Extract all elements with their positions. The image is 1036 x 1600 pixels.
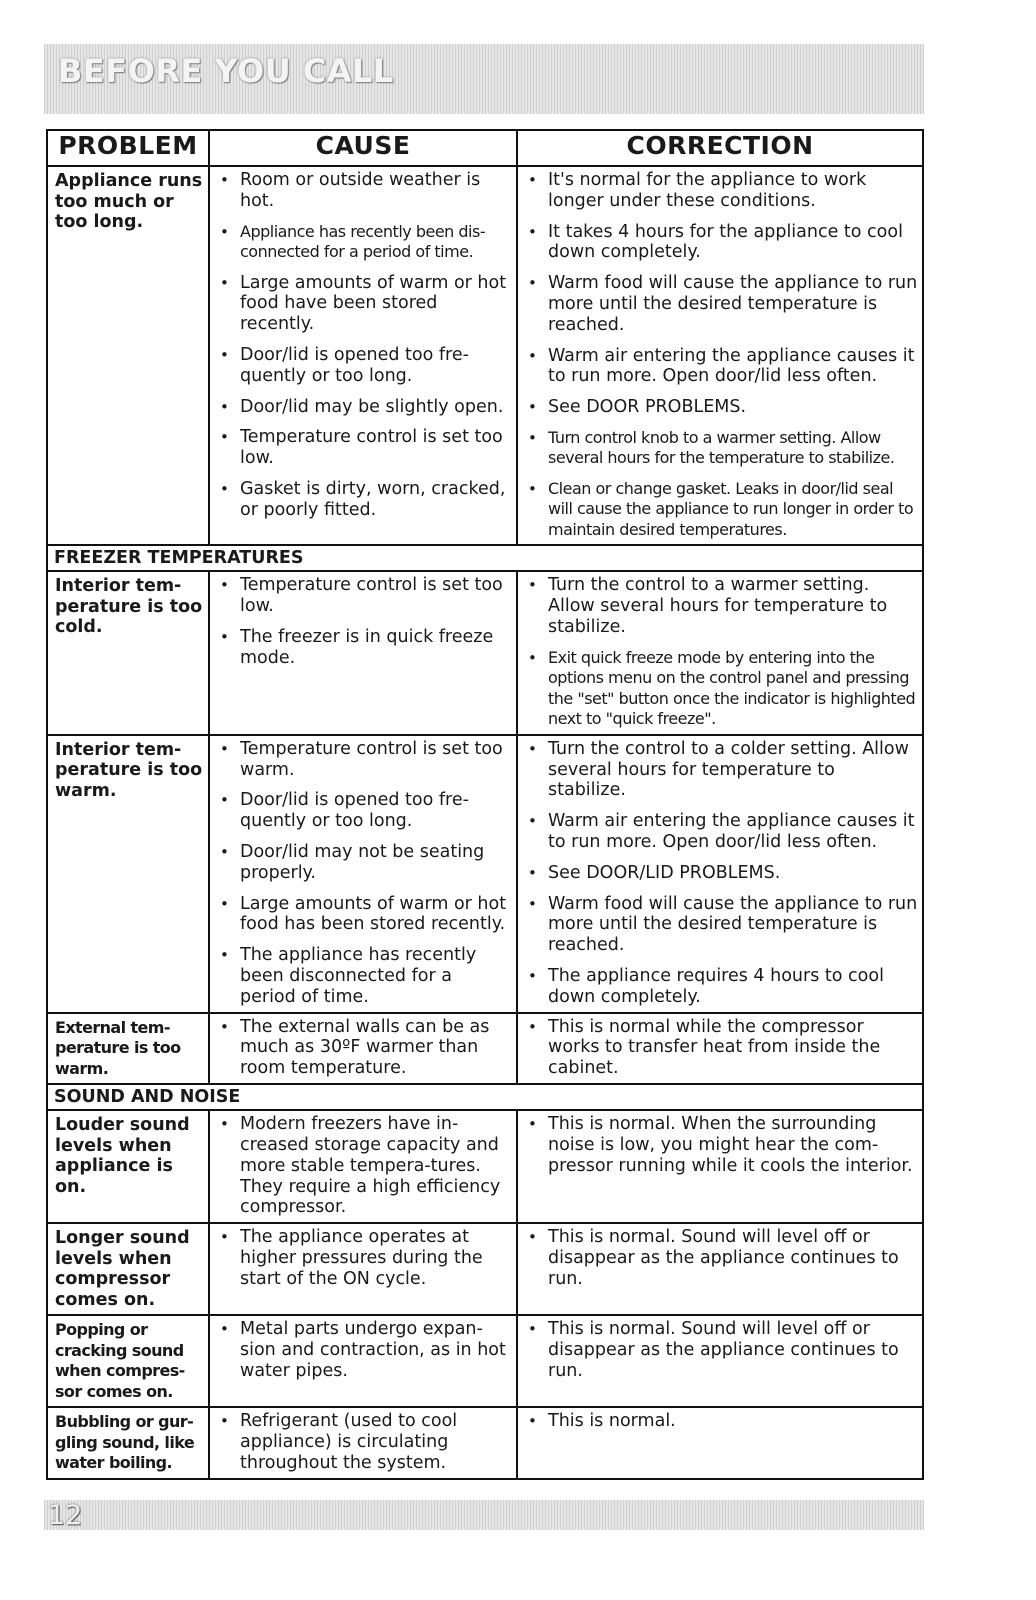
cause-item: • Door/lid may not be seating properly. bbox=[220, 842, 512, 884]
cause-item: • Gasket is dirty, worn, cracked, or poorly fitted. bbox=[220, 479, 512, 521]
correction-cell bbox=[517, 1223, 923, 1315]
correction-cell bbox=[517, 166, 923, 545]
correction-cell bbox=[517, 1407, 923, 1479]
cause-item: • The appliance operates at higher pressures during the start of the ON cycle. bbox=[220, 1227, 512, 1289]
problem-cell: Bubbling or gur-gling sound, like water boiling. bbox=[47, 1407, 209, 1479]
correction-item: • Turn control knob to a warmer setting. Allow several hours for the temperature to stabilize. bbox=[528, 428, 918, 469]
problem-cell: Appliance runs too much or too long. bbox=[47, 166, 209, 545]
correction-item: • Warm air entering the appliance causes it to run more. Open door/lid less often. bbox=[528, 811, 918, 853]
cause-item: • Large amounts of warm or hot food have been stored recently. bbox=[220, 273, 512, 335]
correction-cell bbox=[517, 571, 923, 734]
page-number: 12 bbox=[48, 1500, 83, 1531]
cause-item: • Door/lid may be slightly open. bbox=[220, 397, 512, 418]
correction-item: • Warm food will cause the appliance to run more until the desired temperature is reached. bbox=[528, 894, 918, 956]
cause-cell bbox=[209, 166, 517, 545]
cause-cell bbox=[209, 1315, 517, 1407]
cause-cell bbox=[209, 1110, 517, 1223]
table-row bbox=[47, 1223, 923, 1315]
cause-item: • Door/lid is opened too fre-quently or too long. bbox=[220, 345, 512, 387]
table-row bbox=[47, 1407, 923, 1479]
problem-header: PROBLEM bbox=[47, 130, 209, 166]
table-row bbox=[47, 1315, 923, 1407]
problem-cell: Interior tem-perature is too cold. bbox=[47, 571, 209, 734]
correction-item: • It takes 4 hours for the appliance to cool down completely. bbox=[528, 222, 918, 264]
table-row bbox=[47, 1013, 923, 1085]
correction-item: • Exit quick freeze mode by entering into the options menu on the control panel and pressing the "set" button once the indicator is highlighted next to "quick freeze". bbox=[528, 648, 918, 730]
cause-cell bbox=[209, 571, 517, 734]
cause-item: • Temperature control is set too low. bbox=[220, 575, 512, 617]
correction-item: • Warm food will cause the appliance to run more until the desired temperature is reached. bbox=[528, 273, 918, 335]
cause-item: • Room or outside weather is hot. bbox=[220, 170, 512, 212]
table-row bbox=[47, 735, 923, 1013]
correction-cell bbox=[517, 1110, 923, 1223]
correction-item: • This is normal. Sound will level off or disappear as the appliance continues to run. bbox=[528, 1227, 918, 1289]
table-row bbox=[47, 166, 923, 545]
problem-cell: Louder sound levels when appliance is on. bbox=[47, 1110, 209, 1223]
correction-item: • Turn the control to a warmer setting. Allow several hours for temperature to stabilize. bbox=[528, 575, 918, 637]
section-heading: SOUND AND NOISE bbox=[47, 1084, 923, 1110]
section-row bbox=[47, 1084, 923, 1110]
cause-item: • Temperature control is set too warm. bbox=[220, 739, 512, 781]
table-row bbox=[47, 571, 923, 734]
correction-item: • The appliance requires 4 hours to cool down completely. bbox=[528, 966, 918, 1008]
cause-item: • Temperature control is set too low. bbox=[220, 427, 512, 469]
cause-item: • The freezer is in quick freeze mode. bbox=[220, 627, 512, 669]
cause-item: • Large amounts of warm or hot food has been stored recently. bbox=[220, 894, 512, 936]
problem-cell: External tem-perature is too warm. bbox=[47, 1013, 209, 1085]
correction-item: • Warm air entering the appliance causes it to run more. Open door/lid less often. bbox=[528, 346, 918, 388]
page-footer bbox=[44, 1500, 924, 1530]
cause-item: • Refrigerant (used to cool appliance) is circulating throughout the system. bbox=[220, 1411, 512, 1473]
table-row bbox=[47, 1110, 923, 1223]
cause-item: • Appliance has recently been dis-connected for a period of time. bbox=[220, 222, 512, 263]
section-row bbox=[47, 545, 923, 571]
correction-header: CORRECTION bbox=[517, 130, 923, 166]
troubleshooting-table bbox=[46, 129, 924, 1480]
correction-item: • This is normal while the compressor works to transfer heat from inside the cabinet. bbox=[528, 1017, 918, 1079]
cause-cell bbox=[209, 1407, 517, 1479]
correction-item: • This is normal. When the surrounding noise is low, you might hear the com-pressor running while it cools the interior. bbox=[528, 1114, 918, 1176]
cause-item: • Door/lid is opened too fre-quently or too long. bbox=[220, 790, 512, 832]
correction-item: • Turn the control to a colder setting. Allow several hours for temperature to stabilize. bbox=[528, 739, 918, 801]
correction-item: • It's normal for the appliance to work longer under these conditions. bbox=[528, 170, 918, 212]
cause-cell bbox=[209, 1223, 517, 1315]
header-row bbox=[47, 130, 923, 166]
correction-item: • See DOOR PROBLEMS. bbox=[528, 397, 918, 418]
correction-item: • Clean or change gasket. Leaks in door/lid seal will cause the appliance to run longer in order to maintain desired temperatures. bbox=[528, 479, 918, 541]
correction-cell bbox=[517, 1013, 923, 1085]
correction-item: • This is normal. bbox=[528, 1411, 918, 1432]
cause-item: • Modern freezers have in-creased storage capacity and more stable tempera-tures. They require a high efficiency compressor. bbox=[220, 1114, 512, 1218]
problem-cell: Longer sound levels when compressor comes on. bbox=[47, 1223, 209, 1315]
cause-item: • The appliance has recently been disconnected for a period of time. bbox=[220, 945, 512, 1007]
correction-cell bbox=[517, 1315, 923, 1407]
problem-cell: Popping or cracking sound when compres-sor comes on. bbox=[47, 1315, 209, 1407]
cause-item: • Metal parts undergo expan-sion and contraction, as in hot water pipes. bbox=[220, 1319, 512, 1381]
correction-cell bbox=[517, 735, 923, 1013]
cause-header: CAUSE bbox=[209, 130, 517, 166]
banner-title: BEFORE YOU CALL bbox=[58, 52, 394, 90]
correction-item: • This is normal. Sound will level off or disappear as the appliance continues to run. bbox=[528, 1319, 918, 1381]
cause-item: • The external walls can be as much as 30ºF warmer than room temperature. bbox=[220, 1017, 512, 1079]
correction-item: • See DOOR/LID PROBLEMS. bbox=[528, 863, 918, 884]
section-banner bbox=[44, 44, 924, 114]
problem-cell: Interior tem-perature is too warm. bbox=[47, 735, 209, 1013]
section-heading: FREEZER TEMPERATURES bbox=[47, 545, 923, 571]
cause-cell bbox=[209, 735, 517, 1013]
cause-cell bbox=[209, 1013, 517, 1085]
